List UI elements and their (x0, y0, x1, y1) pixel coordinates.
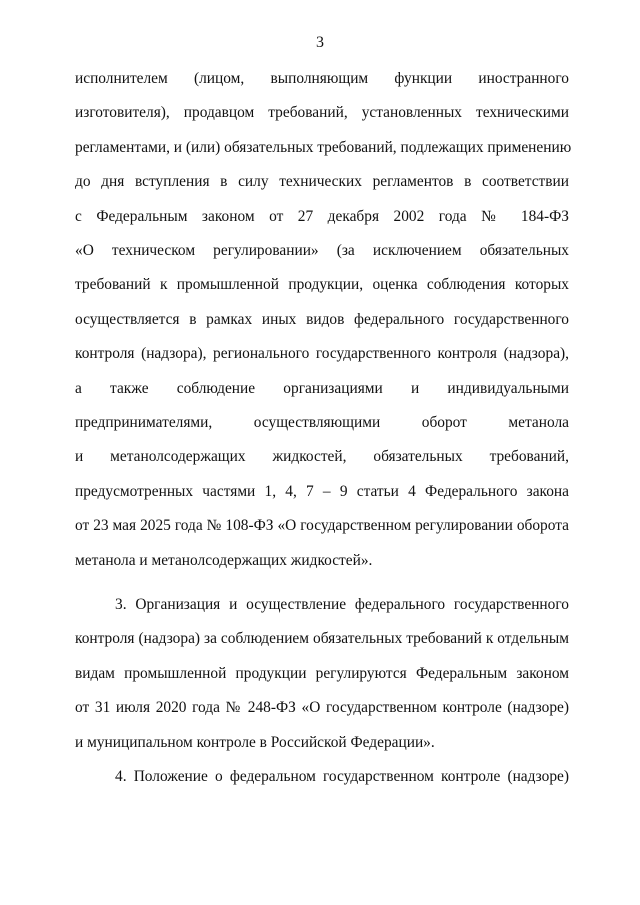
text-line: «О техническом регулировании» (за исключением обязательных (75, 242, 569, 260)
text-line: контроля (надзора), регионального государственного контроля (надзора), (75, 345, 569, 363)
text-line: видам промышленной продукции регулируются Федеральным законом (75, 664, 569, 682)
text-line: с Федеральным законом от 27 декабря 2002 года № 184-ФЗ (75, 207, 569, 225)
paragraph-item-3 (75, 588, 569, 760)
page-number: 3 (316, 34, 324, 51)
text-line: требований к промышленной продукции, оценка соблюдения которых (75, 276, 569, 294)
text-line: 3. Организация и осуществление федерального государственного (115, 596, 569, 613)
text-line: контроля (надзора) за соблюдением обязательных требований к отдельным (75, 630, 569, 648)
paragraph-item-4 (75, 760, 569, 794)
text-line: 4. Положение о федеральном государственном контроле (надзоре) (115, 768, 569, 785)
text-line: изготовителя), продавцом требований, установленных техническими (75, 104, 569, 122)
text-line: метанола и метанолсодержащих жидкостей». (75, 551, 373, 569)
text-line: и метанолсодержащих жидкостей, обязательных требований, (75, 448, 569, 466)
text-line: от 23 мая 2025 года № 108-ФЗ «О государственном регулировании оборота (75, 517, 569, 535)
text-line: осуществляется в рамках иных видов федерального государственного (75, 310, 569, 328)
text-line: предпринимателями, осуществляющими оборот метанола (75, 414, 569, 432)
text-line: до дня вступления в силу технических регламентов в соответствии (75, 173, 569, 191)
text-line: а также соблюдение организациями и индивидуальными (75, 379, 569, 397)
paragraph-continuation (75, 62, 572, 578)
text-line: от 31 июля 2020 года № 248-ФЗ «О государственном контроле (надзоре) (75, 699, 569, 717)
text-line: и муниципальном контроле в Российской Федерации». (75, 733, 435, 751)
text-line: регламентами, и (или) обязательных требований, подлежащих применению (75, 138, 572, 156)
text-line: предусмотренных частями 1, 4, 7 – 9 статьи 4 Федерального закона (75, 482, 569, 500)
text-line: исполнителем (лицом, выполняющим функции иностранного (75, 70, 569, 87)
